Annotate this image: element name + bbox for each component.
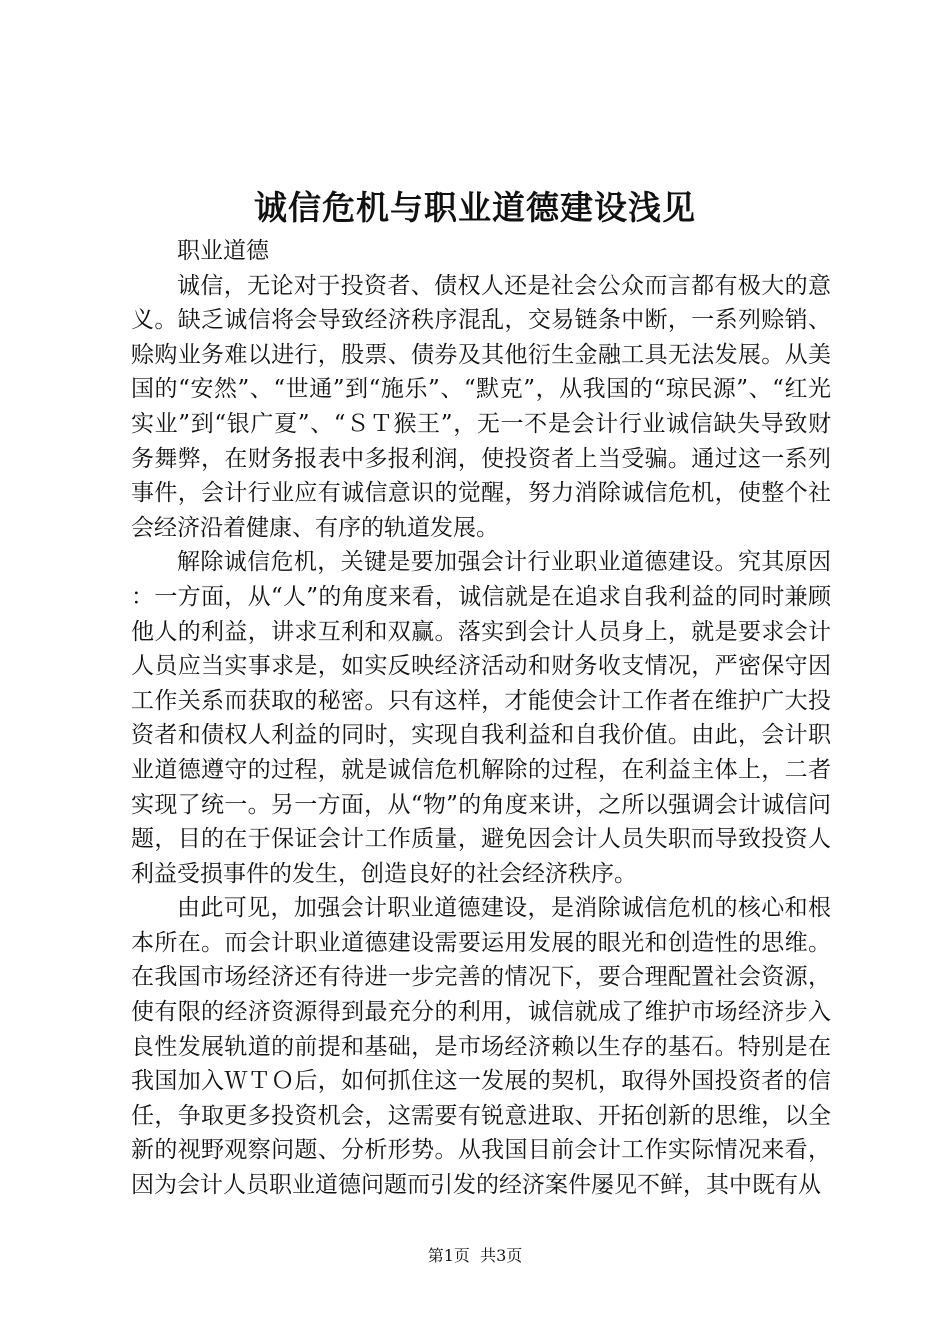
paragraph-1: 诚信，无论对于投资者、债权人还是社会公众而言都有极大的意义。缺乏诚信将会导致经济秩序混乱，交易链条中断，一系列赊销、赊购业务难以进行，股票、债券及其他衍生金融工具无法发展。从美国的“安然”、“世通”到“施乐”、“默克”，从我国的“琼民源”、“红光实业”到“银广夏”、“ＳＴ猴王”，无一不是会计行业诚信缺失导致财务舞弊，在财务报表中多报利润，使投资者上当受骗。通过这一系列事件，会计行业应有诚信意识的觉醒，努力消除诚信危机，使整个社会经济沿着健康、有序的轨道发展。 — [131, 272, 831, 541]
document-title: 诚信危机与职业道德建设浅见 — [254, 188, 696, 227]
page-number: 第1页 — [427, 1246, 470, 1265]
paragraph-2: 解除诚信危机，关键是要加强会计行业职业道德建设。究其原因：一方面，从“人”的角度来看，诚信就是在追求自我利益的同时兼顾他人的利益，讲求互利和双赢。落实到会计人员身上，就是要求会计人员应当实事求是，如实反映经济活动和财务收支情况，严密保守因工作关系而获取的秘密。只有这样，才能使会计工作者在维护广大投资者和债权人利益的同时，实现自我利益和自我价值。由此，会计职业道德遵守的过程，就是诚信危机解除的过程，在利益主体上，二者实现了统一。另一方面，从“物”的角度来讲，之所以强调会计诚信问题，目的在于保证会计工作质量，避免因会计人员失职而导致投资人利益受损事件的发生，创造良好的社会经济秩序。 — [131, 549, 831, 887]
document-body — [131, 234, 831, 1203]
page-total: 共3页 — [480, 1246, 523, 1265]
paragraph-3: 由此可见，加强会计职业道德建设，是消除诚信危机的核心和根本所在。而会计职业道德建设需要运用发展的眼光和创造性的思维。在我国市场经济还有待进一步完善的情况下，要合理配置社会资源，使有限的经济资源得到最充分的利用，诚信就成了维护市场经济步入良性发展轨道的前提和基础，是市场经济赖以生存的基石。特别是在我国加入ＷＴＯ后，如何抓住这一发展的契机，取得外国投资者的信任，争取更多投资机会，这需要有锐意进取、开拓创新的思维，以全新的视野观察问题、分析形势。从我国目前会计工作实际情况来看，因为会计人员职业道德问题而引发的经济案件屡见不鲜，其中既有从 — [131, 895, 831, 1199]
page-footer — [0, 1246, 950, 1266]
paragraph-keyword: 职业道德 — [177, 238, 269, 264]
